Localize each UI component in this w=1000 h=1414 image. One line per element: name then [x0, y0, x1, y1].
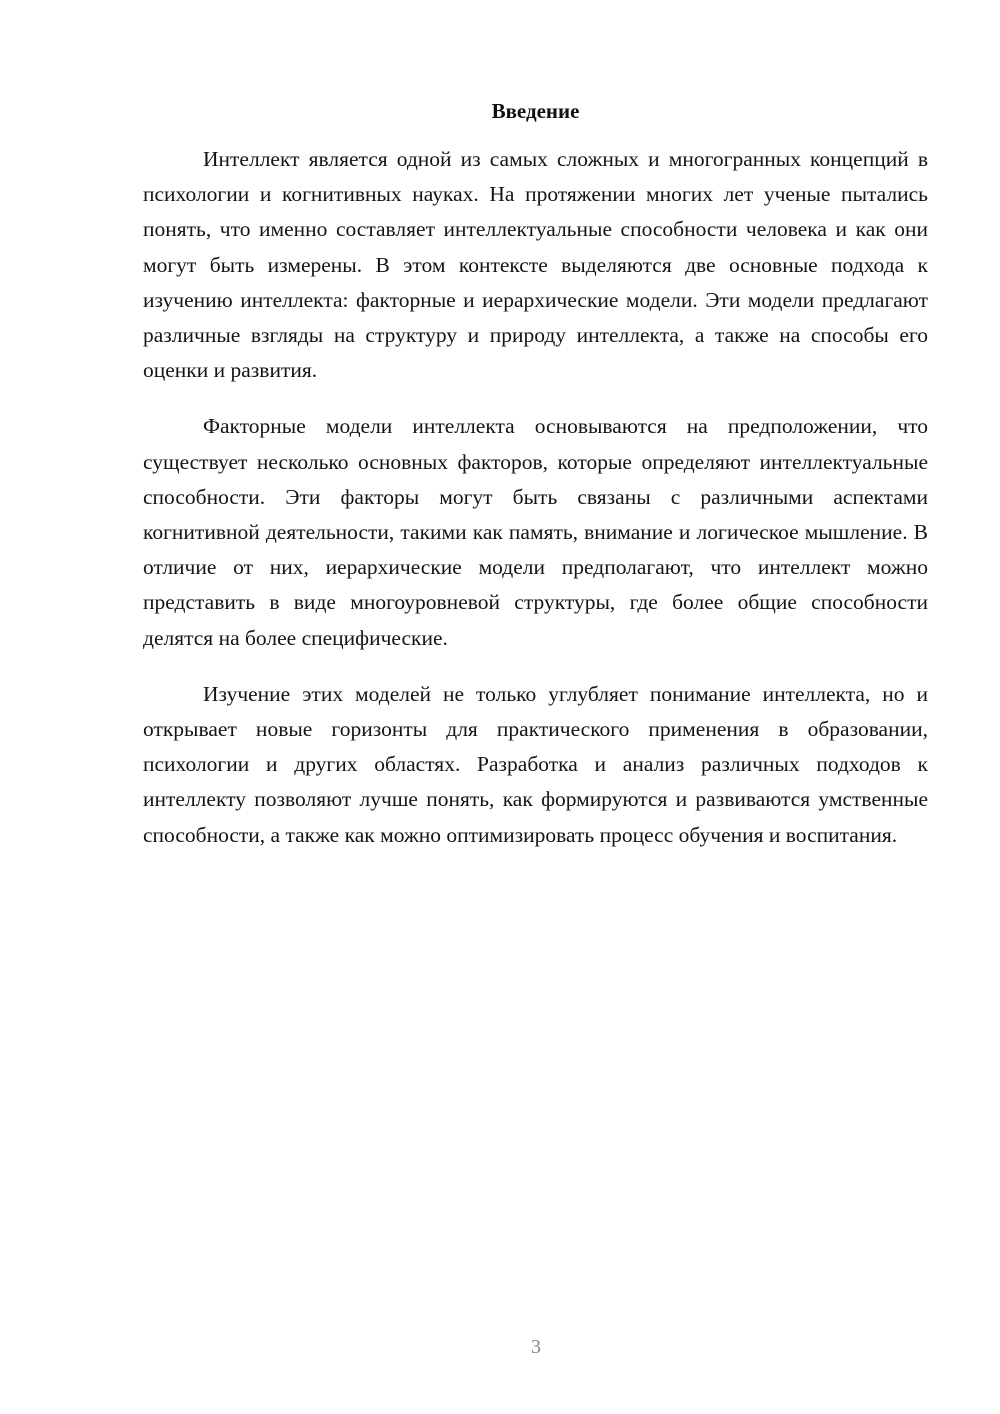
- body-text: [143, 142, 928, 874]
- section-heading: Введение: [491, 99, 580, 123]
- paragraph-2: Факторные модели интеллекта основываются на предположении, что существует несколько основных факторов, которые определяют интеллектуальные способности. Эти факторы могут быть связаны с различными аспектами когнитивной деятельности, такими как память, внимание и логическое мышление. В отличие от них, иерархические модели предполагают, что интеллект можно представить в виде многоуровневой структуры, где более общие способности делятся на более специфические.: [143, 414, 928, 650]
- page-number: 3: [531, 1336, 541, 1358]
- paragraph-1: Интеллект является одной из самых сложных и многогранных концепций в психологии и когнитивных науках. На протяжении многих лет ученые пытались понять, что именно составляет интеллектуальные способности человека и как они могут быть измерены. В этом контексте выделяются две основные подхода к изучению интеллекта: факторные и иерархические модели. Эти модели предлагают различные взгляды на структуру и природу интеллекта, а также на способы его оценки и развития.: [143, 147, 928, 383]
- paragraph-3: Изучение этих моделей не только углубляет понимание интеллекта, но и открывает новые горизонты для практического применения в образовании, психологии и других областях. Разработка и анализ различных подходов к интеллекту позволяют лучше понять, как формируются и развиваются умственные способности, а также как можно оптимизировать процесс обучения и воспитания.: [143, 681, 928, 847]
